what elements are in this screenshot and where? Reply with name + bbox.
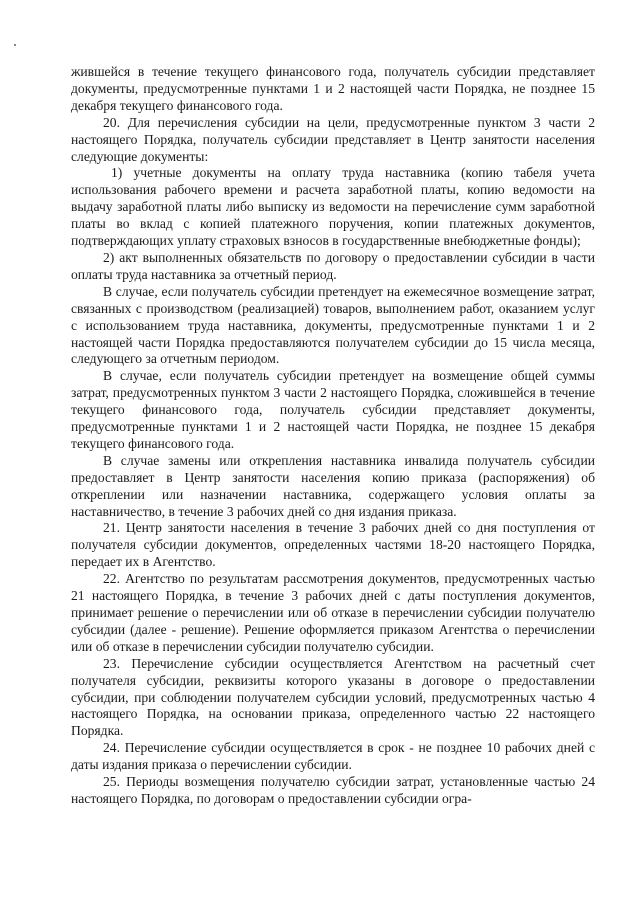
paragraph-20: 20. Для перечисления субсидии на цели, предусмотренные пунктом 3 части 2 настоящего Порядка, получатель субсидии представляет в Центр занятости населения следующие документы:	[71, 114, 595, 164]
paragraph-monthly-case: В случае, если получатель субсидии претендует на ежемесячное возмещение затрат, связанных с производством (реализацией) товаров, выполнением работ, оказанием услуг с использованием труда наставника, документы, предусмотренные пунктами 1 и 2 настоящей части Порядка предоставляются получателем субсидии до 15 числа месяца, следующего за отчетным периодом.	[71, 283, 595, 367]
scan-speck	[14, 44, 16, 46]
paragraph-21: 21. Центр занятости населения в течение 3 рабочих дней со дня поступления от получателя субсидии документов, определенных частями 18-20 настоящего Порядка, передает их в Агентство.	[71, 520, 595, 570]
paragraph-22: 22. Агентство по результатам рассмотрения документов, предусмотренных частью 21 настоящего Порядка, в течение 3 рабочих дней с даты поступления документов, принимает решение о перечислении или об отказе в перечислении субсидии получателю субсидии (далее - решение). Решение оформляется приказом Агентства о перечислении или об отказе в перечислении субсидии получателю субсидии.	[71, 571, 595, 654]
paragraph-23: 23. Перечисление субсидии осуществляется Агентством на расчетный счет получателя субсидии, реквизиты которого указаны в договоре о предоставлении субсидии, при соблюдении получателем субсидии условий, предусмотренных частью 4 настоящего Порядка, на основании приказа, определенного частью 22 настоящего Порядка.	[71, 655, 595, 739]
document-page	[71, 64, 595, 808]
paragraph-20-item-1: 1) учетные документы на оплату труда наставника (копию табеля учета использования рабочего времени и расчета заработной платы, копию ведомости на выдачу заработной платы либо выписку из ведомости на перечисление сумм заработной платы во вклад с копией платежного поручения, копии платежных документов, подтверждающих уплату страховых взносов в государственные внебюджетные фонды);	[71, 165, 595, 249]
paragraph-total-case: В случае, если получатель субсидии претендует на возмещение общей суммы затрат, предусмотренных пунктом 3 части 2 настоящего Порядка, сложившейся в течение текущего финансового года, получатель субсидии представляет документы, предусмотренные пунктами 1 и 2 настоящей части Порядка, не позднее 15 декабря текущего финансового года.	[71, 368, 595, 451]
paragraph-mentor-replacement: В случае замены или открепления наставника инвалида получатель субсидии предоставляет в Центр занятости населения копию приказа (распоряжения) об откреплении или назначении наставника, содержащего условия оплаты за наставничество, в течение 3 рабочих дней со дня издания приказа.	[71, 452, 595, 519]
paragraph-25: 25. Периоды возмещения получателю субсидии затрат, установленные частью 24 настоящего Порядка, по договорам о предоставлении субсидии огра-	[71, 774, 595, 806]
paragraph-continuation: жившейся в течение текущего финансового года, получатель субсидии представляет документы, предусмотренные пунктами 1 и 2 настоящей части Порядка, не позднее 15 декабря текущего финансового года.	[71, 64, 595, 113]
paragraph-20-item-2: 2) акт выполненных обязательств по договору о предоставлении субсидии в части оплаты труда наставника за отчетный период.	[71, 249, 595, 282]
paragraph-24: 24. Перечисление субсидии осуществляется в срок - не позднее 10 рабочих дней с даты издания приказа о перечислении субсидии.	[71, 740, 595, 773]
